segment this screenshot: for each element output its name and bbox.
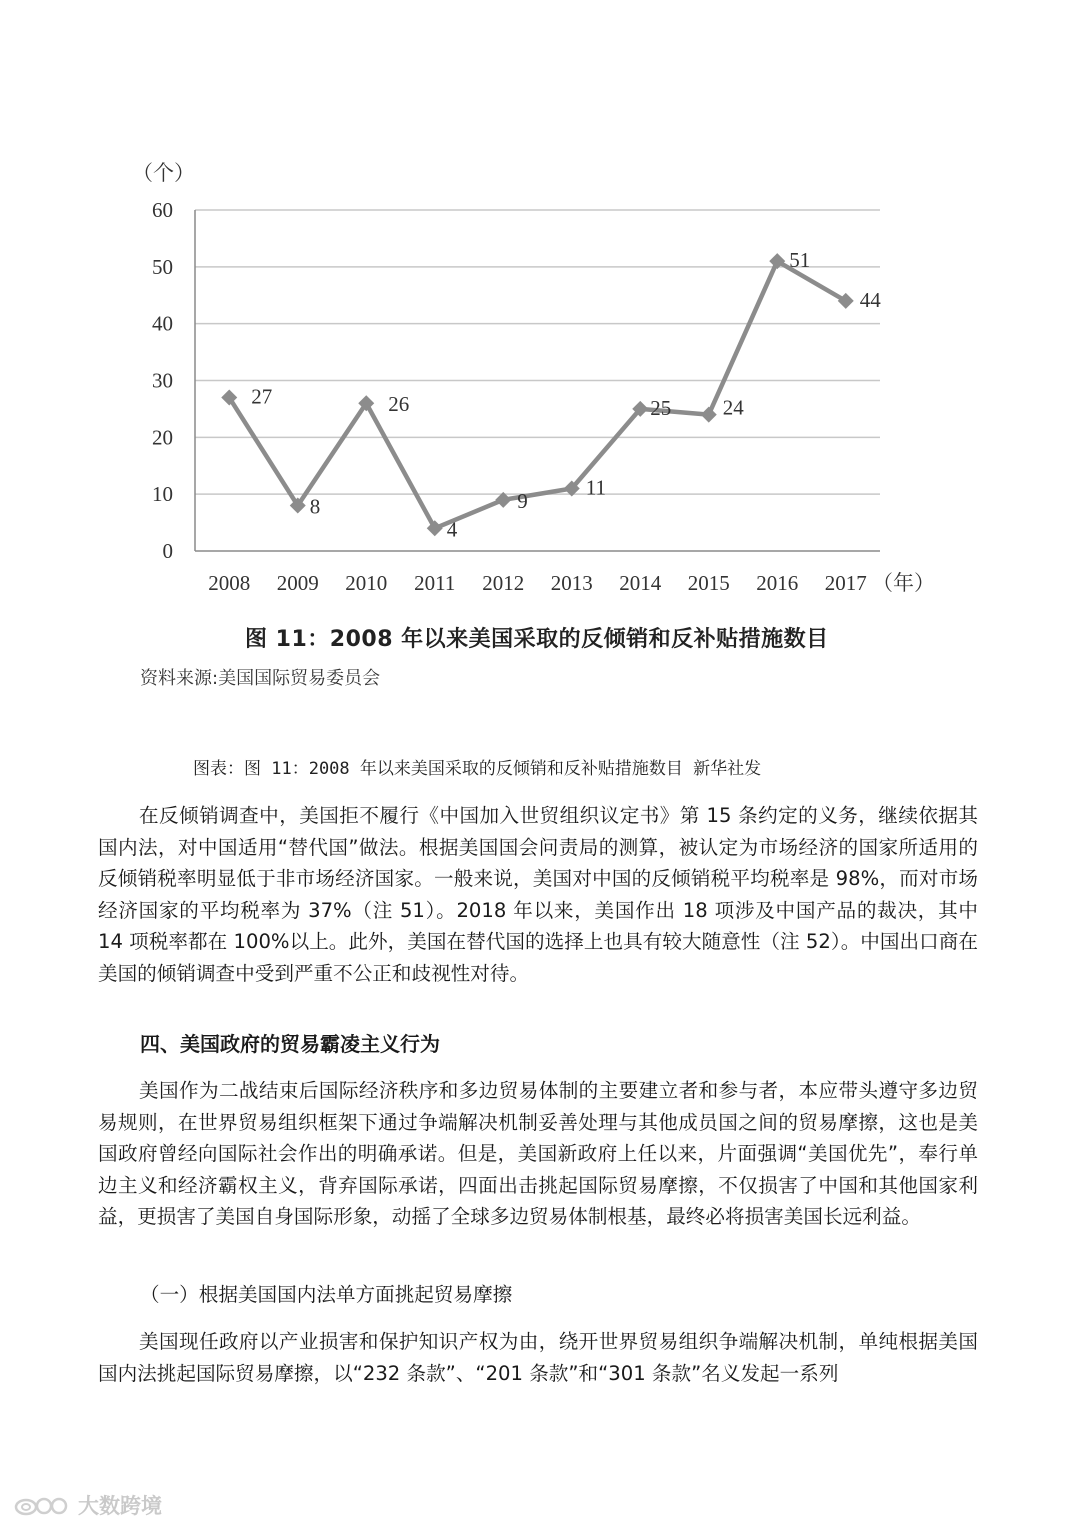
data-label: 9: [517, 488, 528, 513]
figure-source: 资料来源:美国国际贸易委员会: [140, 668, 381, 689]
x-tick-label: 2008: [208, 571, 251, 595]
y-unit-label: （个）: [132, 161, 195, 185]
x-tick-label: 2016: [756, 571, 799, 595]
series-line: [229, 261, 846, 528]
figure-title: 图 11：2008 年以来美国采取的反倾销和反补贴措施数目: [245, 627, 829, 652]
grid-lines: [195, 210, 880, 494]
series-line-path: [229, 261, 846, 528]
paragraph-bullying: 美国作为二战结束后国际经济秩序和多边贸易体制的主要建立者和参与者，本应带头遵守多边贸易规则，在世界贸易组织框架下通过争端解决机制妥善处理与其他成员国之间的贸易摩擦，这也是美国政府曾经向国际社会作出的明确承诺。但是，美国新政府上任以来，片面强调“美国优先”，奉行单边主义和经济霸权主义，背弃国际承诺，四面出击挑起国际贸易摩擦，不仅损害了中国和其他国家利益，更损害了美国自身国际形象，动摇了全球多边贸易体制根基，最终必将损害美国长远利益。: [98, 1079, 978, 1228]
x-tick-label: 2011: [414, 571, 456, 595]
data-label: 25: [650, 395, 672, 420]
x-tick-label: 2013: [550, 571, 593, 595]
x-tick-label: 2014: [619, 571, 662, 595]
y-tick-label: 30: [152, 368, 173, 393]
data-label: 11: [585, 475, 606, 500]
y-tick-label: 10: [152, 482, 173, 507]
y-tick-label: 50: [152, 254, 173, 279]
data-label: 27: [251, 384, 273, 409]
x-tick-label: 2012: [482, 571, 525, 595]
x-tick-label: 2009: [276, 571, 319, 595]
watermark-text: 大数跨境: [78, 1494, 162, 1518]
y-tick-label: 0: [162, 539, 173, 563]
weibo-logo-icon: [14, 1492, 72, 1518]
image-caption: 图表：图 11：2008 年以来美国采取的反倾销和反补贴措施数目 新华社发: [193, 759, 762, 779]
watermark: [14, 1490, 162, 1520]
data-label: 24: [722, 395, 744, 420]
y-tick-label: 40: [152, 311, 173, 336]
section-heading-4: 四、美国政府的贸易霸凌主义行为: [140, 1032, 440, 1056]
y-tick-label: 20: [152, 425, 173, 450]
data-point-marker: [701, 407, 717, 423]
subsection-heading-1: （一）根据美国国内法单方面挑起贸易摩擦: [140, 1283, 513, 1306]
y-tick-label: 60: [152, 198, 173, 222]
x-tick-label: 2010: [345, 571, 388, 595]
x-tick-label: 2017: [824, 571, 867, 595]
data-label: 51: [789, 248, 811, 273]
data-label: 26: [388, 392, 410, 417]
x-tick-label: 2015: [687, 571, 730, 595]
x-tick-labels: [208, 571, 867, 595]
data-label: 8: [309, 494, 321, 519]
y-tick-labels: [152, 198, 173, 563]
data-labels: [251, 248, 881, 541]
x-unit-label: （年）: [872, 571, 935, 595]
paragraph-domestic-law: 美国现任政府以产业损害和保护知识产权为由，绕开世界贸易组织争端解决机制，单纯根据美国国内法挑起国际贸易摩擦，以“232 条款”、“201 条款”和“301 条款”名义发起一系列: [98, 1330, 978, 1385]
line-chart: [0, 0, 1080, 620]
data-label: 44: [859, 287, 881, 312]
data-label: 4: [446, 517, 458, 542]
paragraph-antidumping: 在反倾销调查中，美国拒不履行《中国加入世贸组织议定书》第 15 条约定的义务，继续依据其国内法，对中国适用“替代国”做法。根据美国国会问责局的测算，被认定为市场经济的国家所适用的反倾销税率明显低于非市场经济国家。一般来说，美国对中国的反倾销税平均税率是 98%，而对市场经济国家的平均税率为 37%（注 51）。2018 年以来，美国作出 18 项涉及中国产品的裁决，其中 14 项税率都在 100%以上。此外，美国在替代国的选择上也具有较大随意性（注 52）。中国出口商在美国的倾销调查中受到严重不公正和歧视性对待。: [98, 804, 978, 985]
